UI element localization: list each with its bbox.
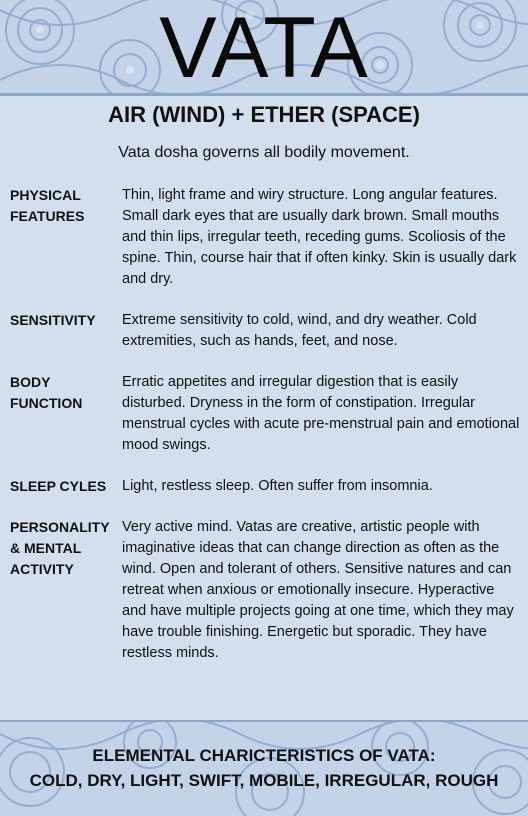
section-label [10,185,122,227]
page-title: VATA [159,0,369,96]
section-description: Thin, light frame and wiry structure. Long angular features. Small dark eyes that are usually dark brown. Small mouths and thin lips, irregular teeth, receding gums. Scoliosis of the spine. Thin, course hair that if often kinky. Skin is usually dark and dry. [122,187,517,287]
label-line: ACTIVITY [10,561,74,577]
label-line: PERSONALITY [10,519,110,535]
label-line: FEATURES [10,208,85,224]
section-description: Light, restless sleep. Often suffer from insomnia. [122,478,433,494]
section-description: Extreme sensitivity to cold, wind, and dry weather. Cold extremities, such as hands, feet, and nose. [122,312,477,349]
intro-text: Vata dosha governs all bodily movement. [118,144,410,161]
section-label [10,476,122,497]
section-label [10,517,122,580]
section-label [10,372,122,414]
label-line: & MENTAL [10,540,82,556]
section-description: Very active mind. Vatas are creative, artistic people with imaginative ideas that can change direction as often as the wind. Open and tolerant of others. Sensitive natures and can retreat when anxious or emotionally insecure. Hyperactive and have multiple projects going at one time, which they may have trouble finishing. Energetic but sporadic. They have restless minds. [122,519,514,661]
label-line: PHYSICAL [10,187,81,203]
bottom-ornament-banner [0,722,528,816]
footer-heading: ELEMENTAL CHARICTERISTICS OF VATA: [92,746,436,765]
label-line: SENSITIVITY [10,312,96,328]
section-description: Erratic appetites and irregular digestion that is easily disturbed. Dryness in the form of constipation. Irregular menstrual cycles with acute pre-menstrual pain and emotional mood swings. [122,374,520,453]
label-line: BODY [10,374,51,390]
mandala-pattern-bottom [0,722,528,816]
page-subtitle: AIR (WIND) + ETHER (SPACE) [108,102,420,127]
footer-characteristics: COLD, DRY, LIGHT, SWIFT, MOBILE, IRREGULAR, ROUGH [29,771,499,790]
section-label [10,310,122,331]
label-line: FUNCTION [10,395,83,411]
label-line: SLEEP CYLES [10,478,107,494]
